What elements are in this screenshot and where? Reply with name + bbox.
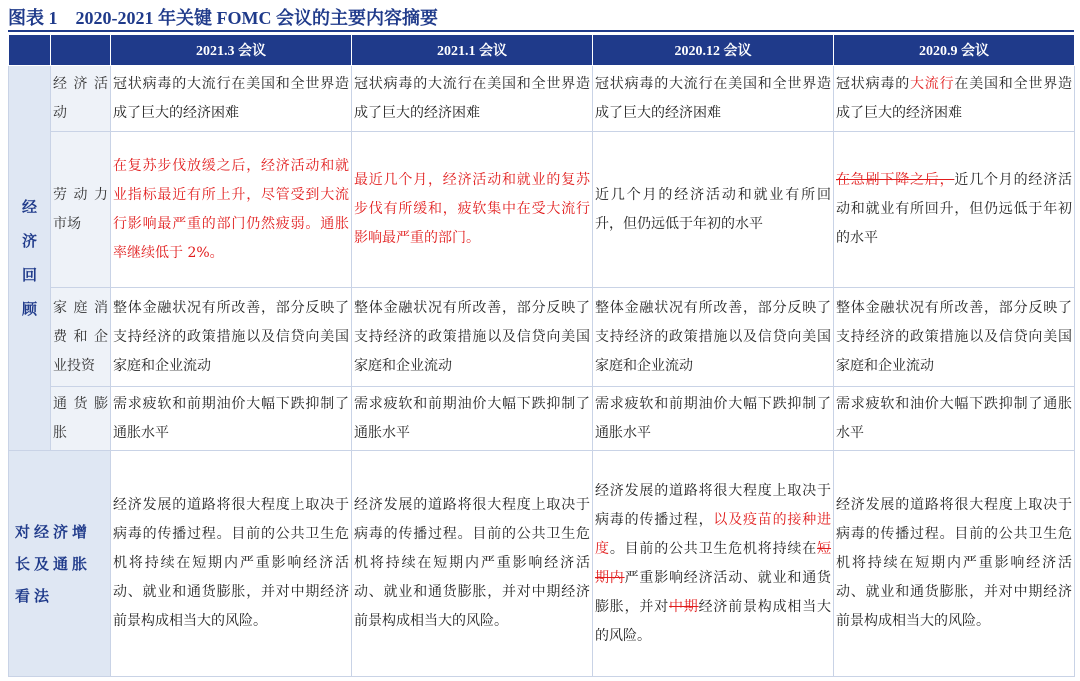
table-cell: 冠状病毒的大流行在美国和全世界造成了巨大的经济困难 [111,66,352,132]
row-label-econ: 经济活动 [51,66,111,132]
table-row [9,132,1075,288]
column-header: 2020.12 会议 [593,35,834,66]
column-header: 2021.3 会议 [111,35,352,66]
row-label-inflation: 通货膨胀 [51,387,111,451]
text-span: 近几个月的经济活动和就业有所回升，但仍远低于年初的水平 [836,172,1073,246]
highlight-text: 以及疫苗的接种进度 [595,511,832,557]
section-outlook: 对经济增长及通胀看法 [9,451,111,677]
table-cell [834,66,1075,132]
table-cell: 整体金融状况有所改善，部分反映了支持经济的政策措施以及信贷向美国家庭和企业流动 [593,288,834,387]
table-row [9,66,1075,132]
table-cell [593,451,834,677]
table-cell: 经济发展的道路将很大程度上取决于病毒的传播过程。目前的公共卫生危机将持续在短期内严重影响经济活动、就业和通货膨胀，并对中期经济前景构成相当大的风险。 [352,451,593,677]
table-cell: 需求疲软和前期油价大幅下跌抑制了通胀水平 [111,387,352,451]
table-cell: 冠状病毒的大流行在美国和全世界造成了巨大的经济困难 [352,66,593,132]
text-span: 经济前景构成相当大的风险。 [595,598,832,644]
table-row [9,288,1075,387]
highlight-text: 大流行 [910,75,955,92]
figure-title: 图表 1 2020-2021 年关键 FOMC 会议的主要内容摘要 [8,8,438,28]
deleted-text: 短期内 [595,540,832,586]
row-label-labor: 劳动力市场 [51,132,111,288]
table-cell: 整体金融状况有所改善，部分反映了支持经济的政策措施以及信贷向美国家庭和企业流动 [834,288,1075,387]
table-cell: 需求疲软和前期油价大幅下跌抑制了通胀水平 [352,387,593,451]
column-header: 2020.9 会议 [834,35,1075,66]
table-cell: 整体金融状况有所改善，部分反映了支持经济的政策措施以及信贷向美国家庭和企业流动 [352,288,593,387]
title-rule [8,30,1074,32]
column-header: 2021.1 会议 [352,35,593,66]
fomc-summary-table [8,34,1075,677]
table-row [9,451,1075,677]
table-cell: 需求疲软和前期油价大幅下跌抑制了通胀水平 [593,387,834,451]
header-blank-2 [51,35,111,66]
row-label-finance: 家庭消费和企业投资 [51,288,111,387]
text-span: 在美国和全世界造成了巨大的经济困难 [836,75,1073,121]
text-span: 经济发展的道路将很大程度上取决于病毒的传播过程， [595,482,831,528]
table-cell: 最近几个月，经济活动和就业的复苏步伐有所缓和，疲软集中在受大流行影响最严重的部门。 [352,132,593,288]
text-span: 。目前的公共卫生危机将持续在 [609,540,818,557]
deleted-text: 在急剧下降之后， [836,172,955,188]
table-cell: 整体金融状况有所改善，部分反映了支持经济的政策措施以及信贷向美国家庭和企业流动 [111,288,352,387]
table-cell: 近几个月的经济活动和就业有所回升，但仍远低于年初的水平 [593,132,834,288]
text-span: 严重影响经济活动、就业和通货膨胀，并对 [595,569,832,615]
text-span: 冠状病毒的 [836,75,910,92]
header-row [9,35,1075,66]
table-row [9,387,1075,451]
deleted-text: 中期 [669,598,699,615]
table-cell [834,132,1075,288]
table-cell: 冠状病毒的大流行在美国和全世界造成了巨大的经济困难 [593,66,834,132]
table-cell: 经济发展的道路将很大程度上取决于病毒的传播过程。目前的公共卫生危机将持续在短期内严重影响经济活动、就业和通货膨胀，并对中期经济前景构成相当大的风险。 [111,451,352,677]
table-cell: 需求疲软和油价大幅下跌抑制了通胀水平 [834,387,1075,451]
header-blank-1 [9,35,51,66]
section-economy-review: 经济回顾 [9,66,51,451]
table-cell: 经济发展的道路将很大程度上取决于病毒的传播过程。目前的公共卫生危机将持续在短期内严重影响经济活动、就业和通货膨胀，并对中期经济前景构成相当大的风险。 [834,451,1075,677]
table-cell: 在复苏步伐放缓之后，经济活动和就业指标最近有所上升，尽管受到大流行影响最严重的部门仍然疲弱。通胀率继续低于 2%。 [111,132,352,288]
